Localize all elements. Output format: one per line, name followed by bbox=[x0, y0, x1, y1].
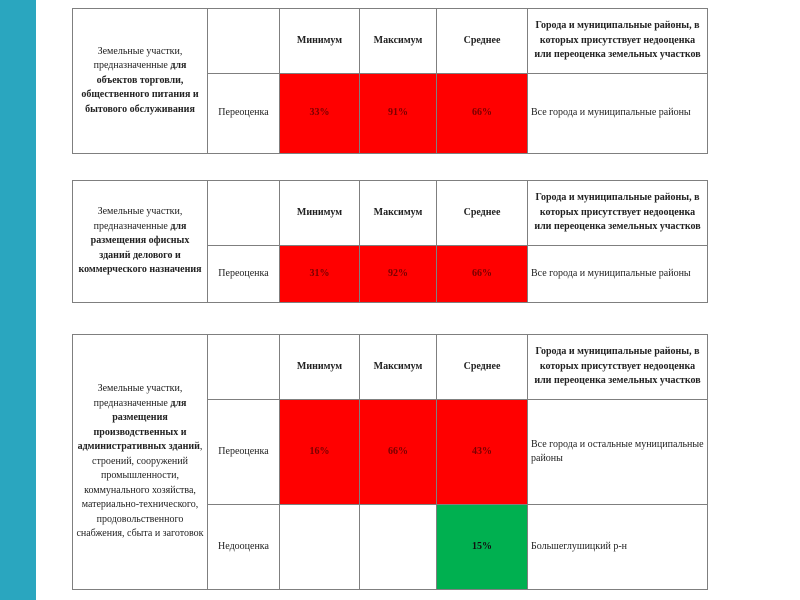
accent-sidebar-bar bbox=[0, 0, 36, 600]
cities-header: Города и муниципальные районы, в которых присутствует недооценка или переоценка земельных участков bbox=[528, 335, 708, 400]
valuation-table-trade bbox=[72, 8, 708, 154]
cities-value: Все города и муниципальные районы bbox=[528, 246, 708, 303]
max-header: Максимум bbox=[360, 181, 437, 246]
empty-header-cell bbox=[208, 181, 280, 246]
land-category-cell: Земельные участки, предназначенные для размещения производственных и административных зданий, строений, сооружений промышленности, коммунального хозяйства, материально-технического, продовольственного снабжения, сбыта и заготовок bbox=[73, 335, 208, 590]
min-value: 33% bbox=[280, 74, 360, 154]
max-header: Максимум bbox=[360, 9, 437, 74]
avg-value: 66% bbox=[437, 246, 528, 303]
cities-value: Все города и остальные муниципальные районы bbox=[528, 400, 708, 505]
land-category-cell: Земельные участки, предназначенные для размещения офисных зданий делового и коммерческого назначения bbox=[73, 181, 208, 303]
valuation-kind: Недооценка bbox=[208, 505, 280, 590]
max-value: 66% bbox=[360, 400, 437, 505]
cities-header: Города и муниципальные районы, в которых присутствует недооценка или переоценка земельных участков bbox=[528, 181, 708, 246]
avg-header: Среднее bbox=[437, 9, 528, 74]
min-value: 16% bbox=[280, 400, 360, 505]
avg-header: Среднее bbox=[437, 335, 528, 400]
empty-header-cell bbox=[208, 9, 280, 74]
max-value bbox=[360, 505, 437, 590]
table-header-row bbox=[73, 181, 708, 246]
min-value bbox=[280, 505, 360, 590]
table-header-row bbox=[73, 9, 708, 74]
avg-value: 66% bbox=[437, 74, 528, 154]
avg-value: 15% bbox=[437, 505, 528, 590]
valuation-kind: Переоценка bbox=[208, 400, 280, 505]
cities-value: Все города и муниципальные районы bbox=[528, 74, 708, 154]
max-value: 91% bbox=[360, 74, 437, 154]
avg-header: Среднее bbox=[437, 181, 528, 246]
min-value: 31% bbox=[280, 246, 360, 303]
valuation-kind: Переоценка bbox=[208, 246, 280, 303]
cities-header: Города и муниципальные районы, в которых присутствует недооценка или переоценка земельных участков bbox=[528, 9, 708, 74]
min-header: Минимум bbox=[280, 9, 360, 74]
max-value: 92% bbox=[360, 246, 437, 303]
cities-value: Большеглушицкий р-н bbox=[528, 505, 708, 590]
min-header: Минимум bbox=[280, 335, 360, 400]
valuation-table-industrial bbox=[72, 334, 708, 590]
avg-value: 43% bbox=[437, 400, 528, 505]
min-header: Минимум bbox=[280, 181, 360, 246]
table-header-row bbox=[73, 335, 708, 400]
valuation-table-offices bbox=[72, 180, 708, 303]
land-category-cell: Земельные участки, предназначенные для объектов торговли, общественного питания и бытового обслуживания bbox=[73, 9, 208, 154]
valuation-kind: Переоценка bbox=[208, 74, 280, 154]
max-header: Максимум bbox=[360, 335, 437, 400]
empty-header-cell bbox=[208, 335, 280, 400]
